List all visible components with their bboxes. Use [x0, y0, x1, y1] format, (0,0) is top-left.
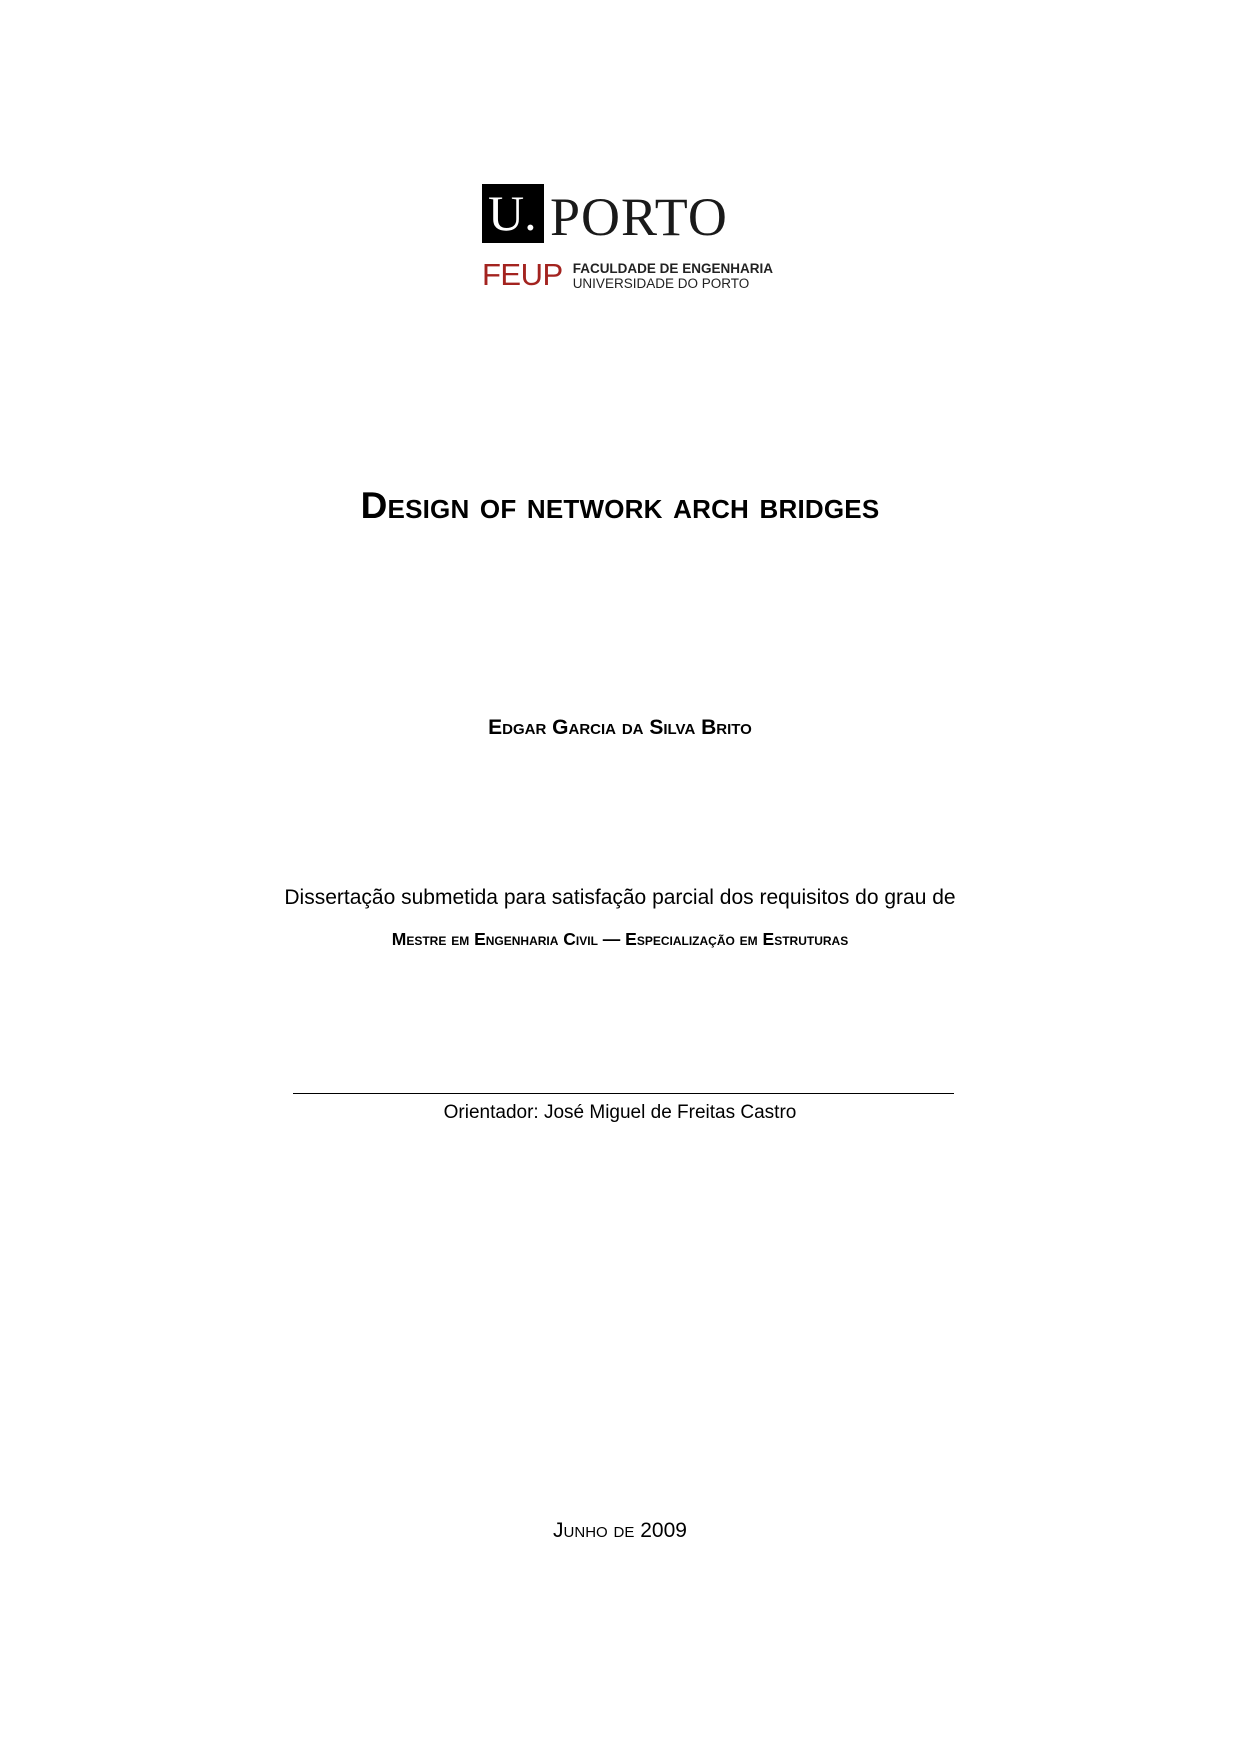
feup-acronym: FEUP [482, 257, 563, 292]
document-title: Design of network arch bridges [360, 485, 880, 526]
advisor-name: Orientador: José Miguel de Freitas Castro [443, 1102, 797, 1123]
signature-rule [293, 1093, 954, 1094]
degree-name: Mestre em Engenharia Civil — Especialização em Estruturas [391, 929, 849, 949]
uporto-feup-logo [482, 183, 782, 293]
porto-wordmark: PORTO [550, 187, 728, 247]
feup-wordmark [482, 259, 773, 291]
uporto-wordmark [482, 183, 728, 247]
submission-date: Junho de 2009 [553, 1519, 687, 1542]
faculty-name-line1: FACULDADE DE ENGENHARIA [572, 261, 773, 276]
faculty-name [573, 259, 773, 291]
u-logo-box: U. [482, 184, 544, 243]
dissertation-statement: Dissertação submetida para satisfação parcial dos requisitos do grau de [284, 886, 956, 909]
faculty-name-line2: UNIVERSIDADE DO PORTO [572, 276, 750, 291]
author-name: Edgar Garcia da Silva Brito [488, 716, 752, 739]
